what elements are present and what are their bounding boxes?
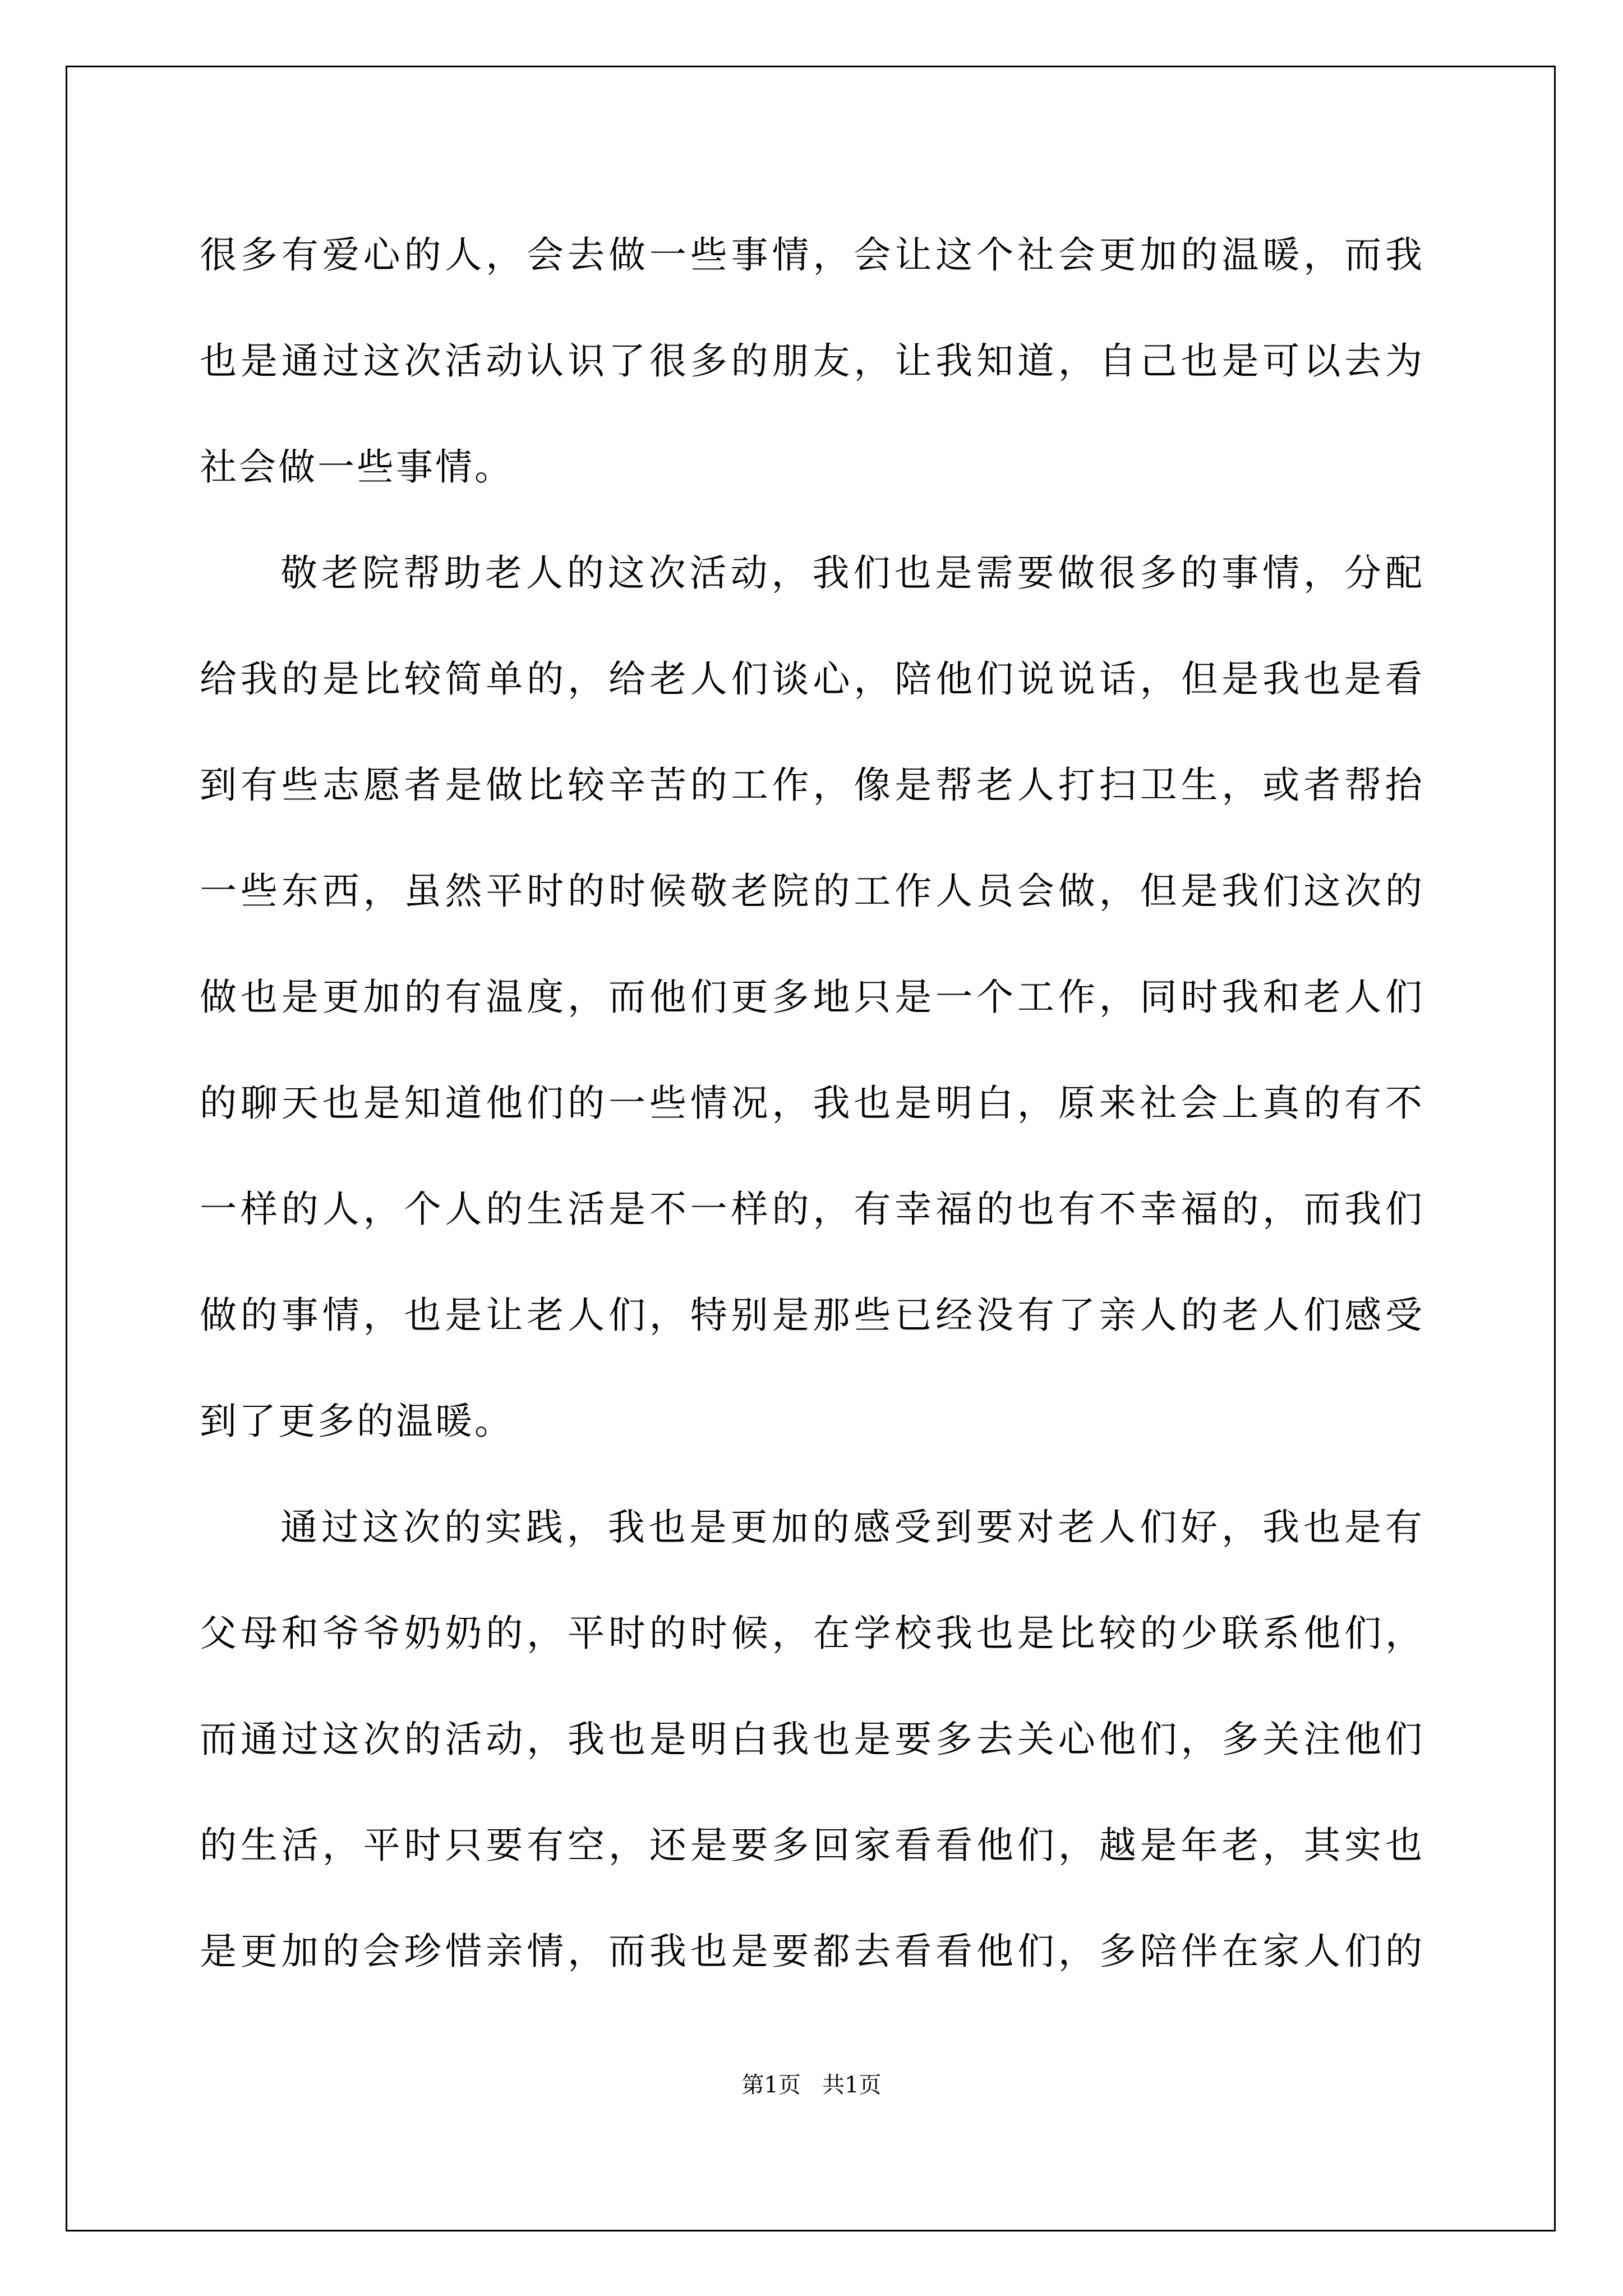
paragraph-first-line: 通过这次的实践，我也是更加的感受到要对老人们好，我也是有 — [280, 1506, 1422, 1549]
text-line: 而通过这次的活动，我也是明白我也是要多去关心他们，多关注他们 — [200, 1718, 1422, 1761]
text-line: 是更加的会珍惜亲情，而我也是要都去看看他们，多陪伴在家人们的 — [200, 1930, 1422, 1973]
text-line: 到有些志愿者是做比较辛苦的工作，像是帮老人打扫卫生，或者帮抬 — [200, 763, 1422, 807]
text-line: 做的事情，也是让老人们，特别是那些已经没有了亲人的老人们感受 — [200, 1294, 1422, 1337]
text-line: 社会做一些事情。 — [200, 445, 514, 489]
paragraph-first-line: 敬老院帮助老人的这次活动，我们也是需要做很多的事情，分配 — [280, 551, 1422, 595]
text-line: 给我的是比较简单的，给老人们谈心，陪他们说说话，但是我也是看 — [200, 657, 1422, 701]
text-line: 一些东西，虽然平时的时候敬老院的工作人员会做，但是我们这次的 — [200, 869, 1422, 913]
text-line: 也是通过这次活动认识了很多的朋友，让我知道，自己也是可以去为 — [200, 339, 1422, 383]
text-line: 的聊天也是知道他们的一些情况，我也是明白，原来社会上真的有不 — [200, 1082, 1422, 1125]
page-border — [66, 66, 1556, 2231]
page-number: 第1页 共1页 — [741, 2072, 882, 2098]
text-line: 父母和爷爷奶奶的，平时的时候，在学校我也是比较的少联系他们， — [200, 1612, 1422, 1655]
text-line: 做也是更加的有温度，而他们更多地只是一个工作，同时我和老人们 — [200, 976, 1422, 1019]
text-line: 很多有爱心的人，会去做一些事情，会让这个社会更加的温暖，而我 — [200, 233, 1422, 277]
text-line: 的生活，平时只要有空，还是要多回家看看他们，越是年老，其实也 — [200, 1824, 1422, 1867]
text-line: 一样的人，个人的生活是不一样的，有幸福的也有不幸福的，而我们 — [200, 1188, 1422, 1231]
text-line: 到了更多的温暖。 — [200, 1400, 514, 1443]
